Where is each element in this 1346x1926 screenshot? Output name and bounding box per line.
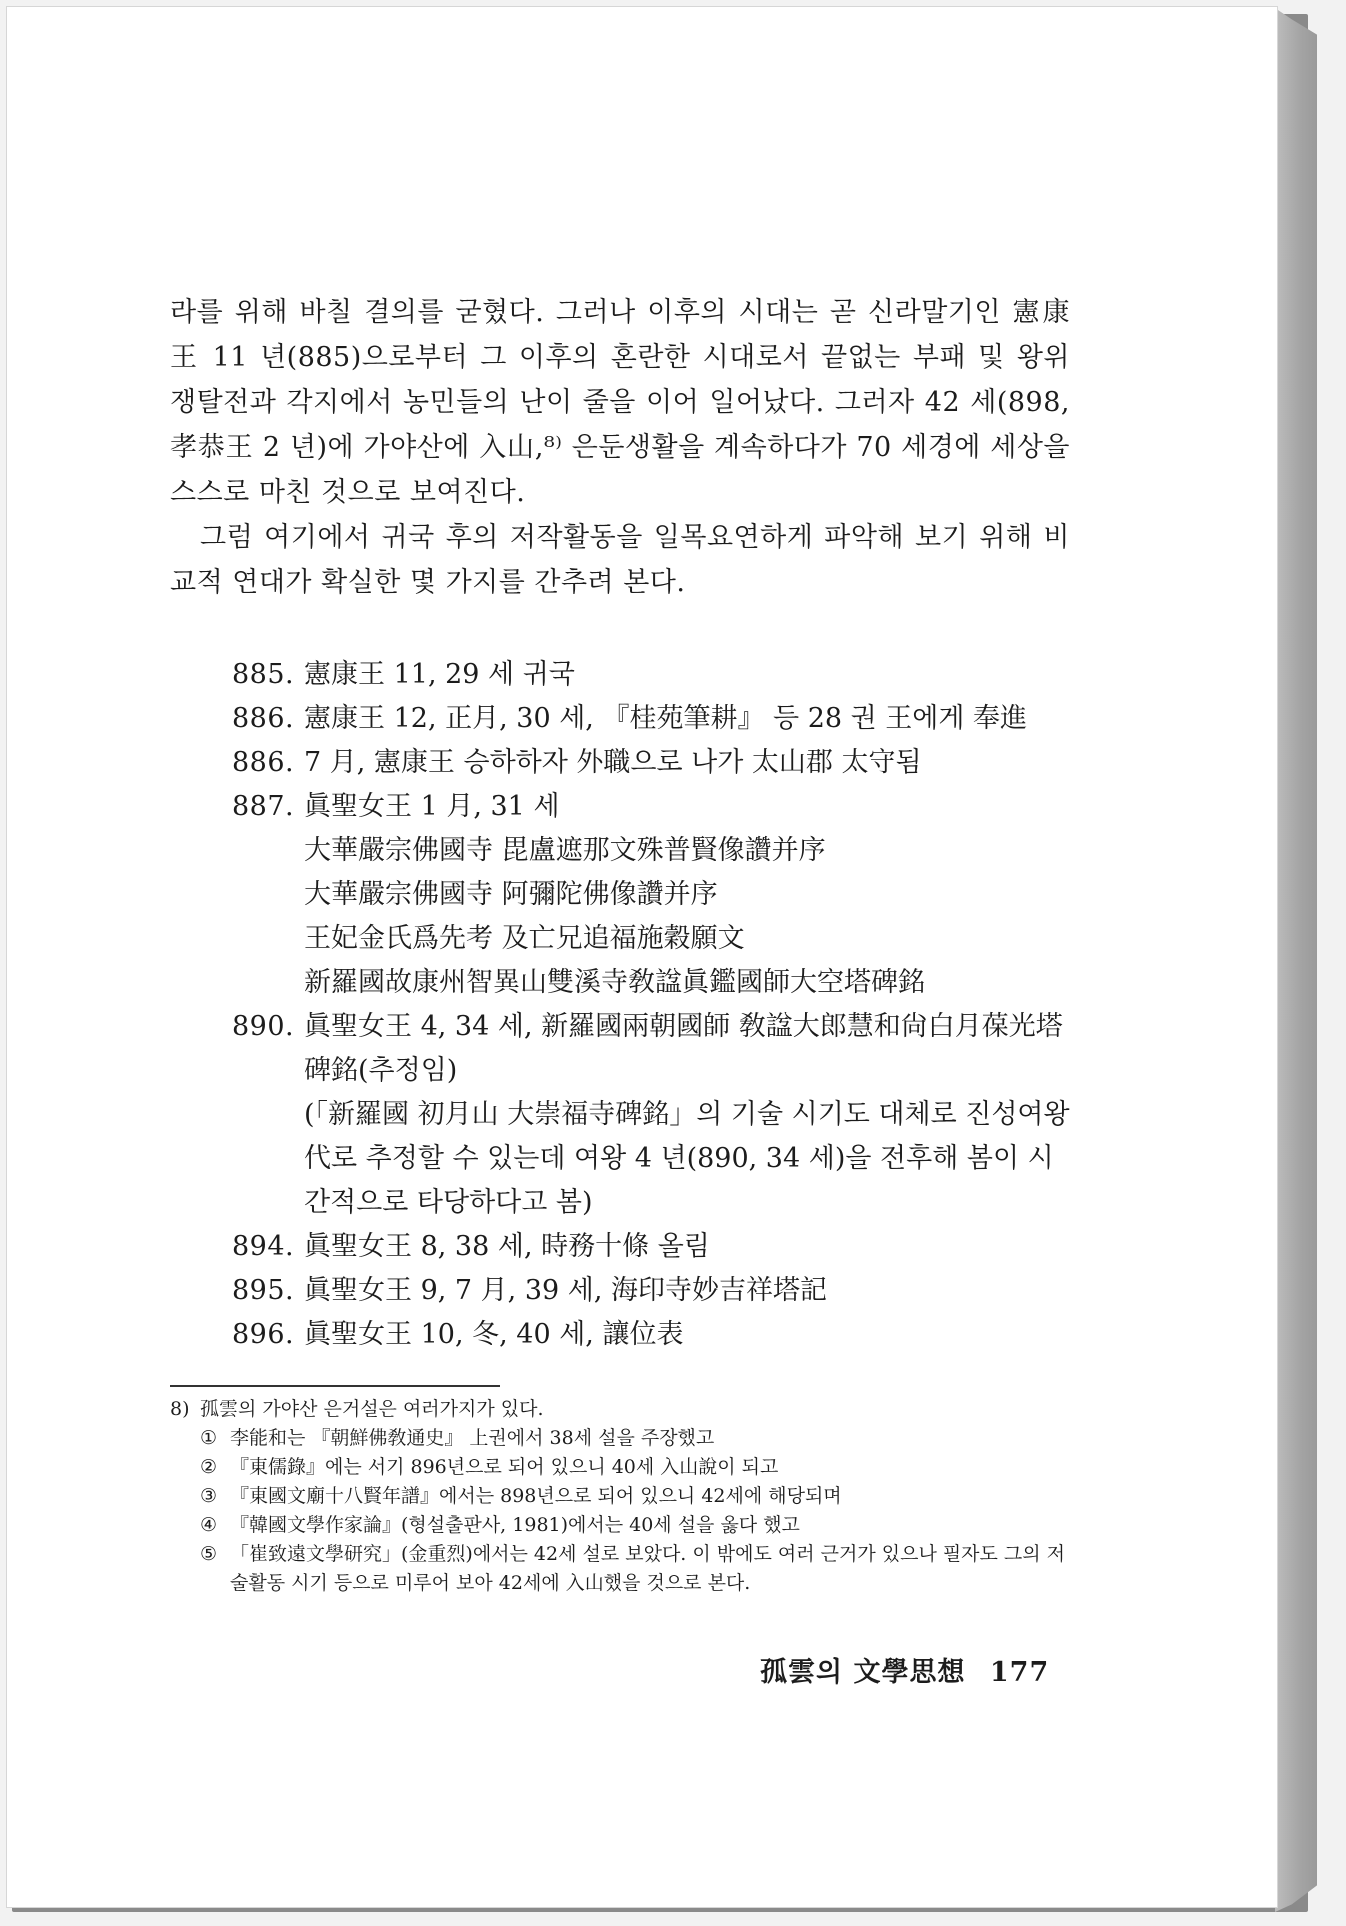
work-title: 王妃金氏爲先考 及亡兄追福施穀願文: [304, 923, 745, 954]
entry-year: 887.: [232, 791, 295, 822]
entry-year: 886.: [232, 703, 295, 734]
footnote-heading-text: 孤雲의 가야산 은거설은 여러가지가 있다.: [200, 1398, 544, 1420]
footnote-item: [170, 1540, 1070, 1598]
entry-text: 眞聖女王 4, 34 세, 新羅國兩朝國師 敎諡大郎慧和尙白月葆光塔碑銘(추정임): [304, 1011, 1063, 1086]
entry-text: 憲康王 11, 29 세 귀국: [304, 659, 575, 690]
entry-text: 眞聖女王 9, 7 月, 39 세, 海印寺妙吉祥塔記: [304, 1275, 828, 1306]
entry-year: 885.: [232, 659, 295, 690]
chronology-entry: [232, 1005, 1070, 1225]
entry-text: 眞聖女王 8, 38 세, 時務十條 올림: [304, 1231, 710, 1262]
footnote-item: [170, 1482, 1070, 1511]
footnote-text: 「崔致遠文學研究」(金重烈)에서는 42세 설로 보았다. 이 밖에도 여러 근거가 있으나 필자도 그의 저술활동 시기 등으로 미루어 보아 42세에 入山했을 것으로 본다.: [230, 1543, 1066, 1594]
footnote-divider: [170, 1385, 500, 1387]
entry-year: 886.: [232, 747, 295, 778]
paragraph-2: 그럼 여기에서 귀국 후의 저작활동을 일목요연하게 파악해 보기 위해 비교적 연대가 확실한 몇 가지를 간추려 본다.: [170, 522, 1070, 598]
chronology-entry: [232, 785, 1070, 1005]
chronology-entry: [232, 741, 1070, 785]
footnote-text: 『東國文廟十八賢年譜』에서는 898년으로 되어 있으니 42세에 해당되며: [230, 1485, 842, 1507]
footnote-heading: [170, 1395, 1070, 1424]
work-title: 大華嚴宗佛國寺 阿彌陀佛像讚并序: [304, 879, 718, 910]
footnote-item: [170, 1424, 1070, 1453]
entry-note: (「新羅國 初月山 大崇福寺碑銘」의 기술 시기도 대체로 진성여왕代로 추정할 수 있는데 여왕 4 년(890, 34 세)을 전후해 봄이 시간적으로 타당하다고 봄): [304, 1099, 1070, 1218]
chronology-entry: [232, 697, 1070, 741]
entry-year: 890.: [232, 1011, 295, 1042]
entry-year: 895.: [232, 1275, 295, 1306]
footnote-text: 『韓國文學作家論』(형설출판사, 1981)에서는 40세 설을 옳다 했고: [230, 1514, 800, 1536]
chronology-entry: [232, 653, 1070, 697]
entry-year: 894.: [232, 1231, 295, 1262]
footnote-marker: ⑤: [200, 1543, 218, 1565]
entry-text: 眞聖女王 1 月, 31 세: [304, 791, 560, 822]
footnote-text: 『東儒錄』에는 서기 896년으로 되어 있으니 40세 入山說이 되고: [230, 1456, 779, 1478]
page-edge: [1275, 8, 1317, 1912]
footnote-item: [170, 1511, 1070, 1540]
work-title: 新羅國故康州智異山雙溪寺敎諡眞鑑國師大空塔碑銘: [304, 967, 925, 998]
footnote-marker: ①: [200, 1427, 218, 1449]
entry-year: 896.: [232, 1319, 295, 1350]
footnote-marker: ④: [200, 1514, 218, 1536]
page-number: 177: [989, 1657, 1050, 1688]
entry-text: 眞聖女王 10, 冬, 40 세, 讓位表: [304, 1319, 684, 1350]
footer-title: 孤雲의 文學思想: [760, 1657, 966, 1688]
footnote-marker: ③: [200, 1485, 218, 1507]
main-content: [170, 290, 1070, 1357]
chronology-list: [232, 653, 1070, 1357]
footnote-item: [170, 1453, 1070, 1482]
footnote-number: 8): [170, 1398, 190, 1420]
footnote-text: 李能和는 『朝鮮佛敎通史』 上권에서 38세 설을 주장했고: [230, 1427, 715, 1449]
entry-text: 憲康王 12, 正月, 30 세, 『桂苑筆耕』 등 28 권 王에게 奉進: [304, 703, 1028, 734]
running-footer: [760, 1650, 1080, 1689]
chronology-entry: [232, 1313, 1070, 1357]
chronology-entry: [232, 1269, 1070, 1313]
footnotes: [170, 1385, 1070, 1598]
chronology-entry: [232, 1225, 1070, 1269]
footnote-marker: ②: [200, 1456, 218, 1478]
entry-text: 7 月, 憲康王 승하하자 外職으로 나가 太山郡 太守됨: [304, 747, 922, 778]
paragraph-1: 라를 위해 바칠 결의를 굳혔다. 그러나 이후의 시대는 곧 신라말기인 憲康王 11 년(885)으로부터 그 이후의 혼란한 시대로서 끝없는 부패 및 왕위 쟁탈전과 각지에서 농민들의 난이 줄을 이어 일어났다. 그러자 42 세(898, 孝恭王 2 년)에 가야산에 入山,⁸⁾ 은둔생활을 계속하다가 70 세경에 세상을 스스로 마친 것으로 보여진다.: [170, 297, 1070, 508]
work-title: 大華嚴宗佛國寺 毘盧遮那文殊普賢像讚并序: [304, 835, 826, 866]
